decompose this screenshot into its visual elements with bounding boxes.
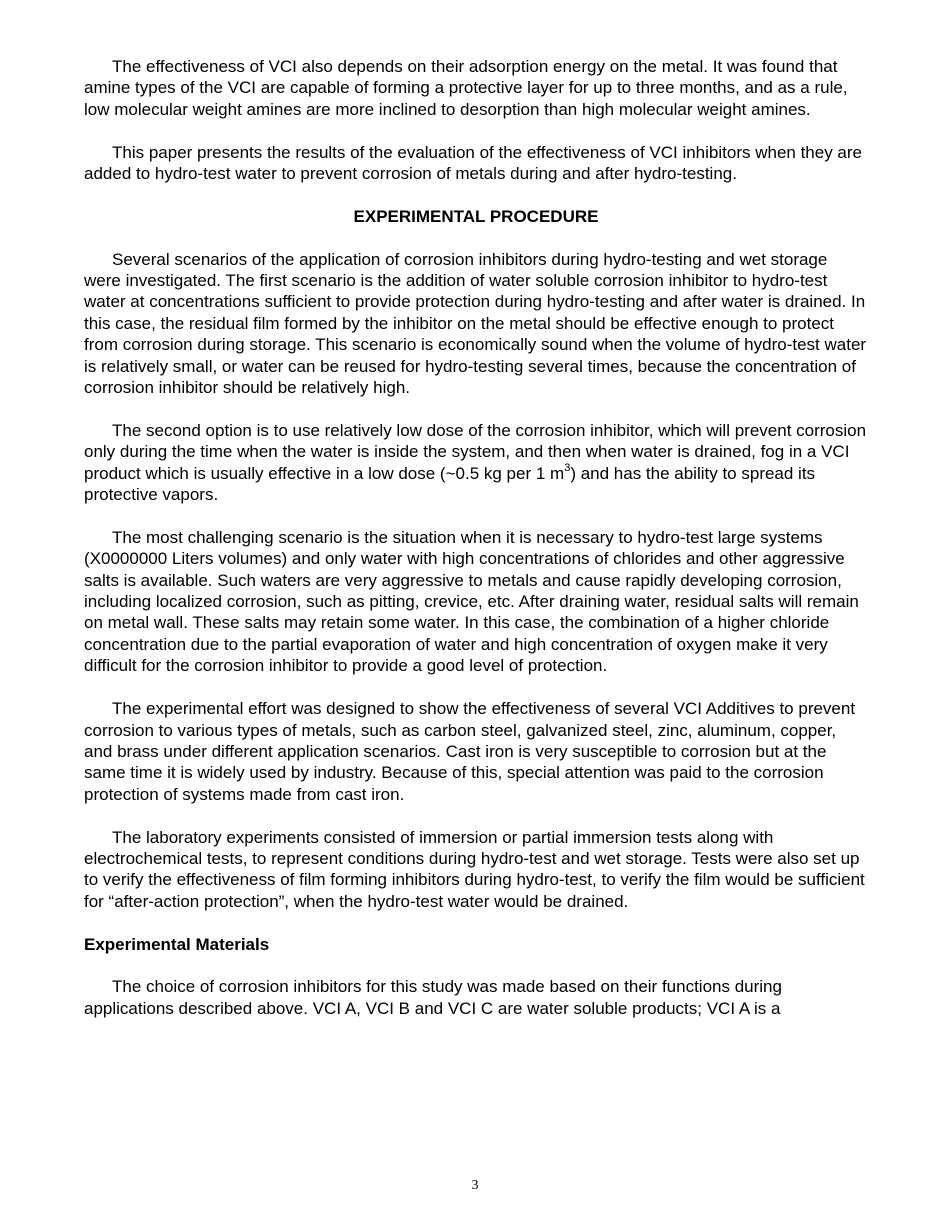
section-heading-experimental-procedure: EXPERIMENTAL PROCEDURE bbox=[353, 206, 599, 226]
superscript-cubic: 3 bbox=[564, 462, 571, 474]
paragraph-paper-purpose: This paper presents the results of the evaluation of the effectiveness of VCI inhibitors when they are added to hydro-test water to prevent corrosion of metals during and after hydro-testing. bbox=[84, 142, 863, 184]
subsection-heading-experimental-materials: Experimental Materials bbox=[84, 934, 270, 954]
paragraph-experimental-effort: The experimental effort was designed to show the effectiveness of several VCI Additives to prevent corrosion to various types of metals, such as carbon steel, galvanized steel, zinc, aluminum, copper, and brass under different application scenarios. Cast iron is very susceptible to corrosion but at the same time it is widely used by industry. Because of this, special attention was paid to the corrosion protection of systems made from cast iron. bbox=[84, 699, 856, 804]
paragraph-second-option-text-end: ) and has the ability to spread its protective vapors. bbox=[84, 463, 816, 505]
paragraph-vci-adsorption: The effectiveness of VCI also depends on their adsorption energy on the metal. It was found that amine types of the VCI are capable of forming a protective layer for up to three months, and as a rule, low molecular weight amines are more inclined to desorption than high molecular weight amines. bbox=[84, 57, 848, 119]
paragraph-laboratory-experiments: The laboratory experiments consisted of immersion or partial immersion tests along with electrochemical tests, to represent conditions during hydro-test and wet storage. Tests were also set up to verify the effectiveness of film forming inhibitors during hydro-test, to verify the film would be sufficient for “after-action protection”, when the hydro-test water would be drained. bbox=[84, 827, 865, 911]
paragraph-second-option-text: The second option is to use relatively low dose of the corrosion inhibitor, which will prevent corrosion only during the time when the water is inside the system, and then when water is drained, fog in a VCI product which is usually effective in a low dose (~0.5 kg per 1 m bbox=[84, 420, 867, 483]
paragraph-first-scenario: Several scenarios of the application of corrosion inhibitors during hydro-testing and wet storage were investigated. The first scenario is the addition of water soluble corrosion inhibitor to hydro-test water at concentrations sufficient to provide protection during hydro-testing and after water is drained. In this case, the residual film formed by the inhibitor on the metal should be effective enough to protect from corrosion during storage. This scenario is economically sound when the volume of hydro-test water is relatively small, or water can be reused for hydro-testing several times, because the concentration of corrosion inhibitor should be relatively high. bbox=[84, 249, 867, 398]
document-body bbox=[84, 56, 868, 1041]
paragraph-challenging-scenario: The most challenging scenario is the situation when it is necessary to hydro-test large systems (X0000000 Liters volumes) and only water with high concentrations of chlorides and other aggressive salts is available. Such waters are very aggressive to metals and cause rapidly developing corrosion, including localized corrosion, such as pitting, crevice, etc. After draining water, residual salts will remain on metal wall. These salts may retain some water. In this case, the combination of a higher chloride concentration due to the partial evaporation of water and high concentration of oxygen make it very difficult for the corrosion inhibitor to provide a good level of protection. bbox=[84, 527, 859, 676]
paragraph-second-option bbox=[84, 420, 868, 506]
paragraph-inhibitor-choice: The choice of corrosion inhibitors for this study was made based on their functions during applications described above. VCI A, VCI B and VCI C are water soluble products; VCI A is a bbox=[84, 977, 782, 1018]
page-number: 3 bbox=[471, 1178, 479, 1193]
